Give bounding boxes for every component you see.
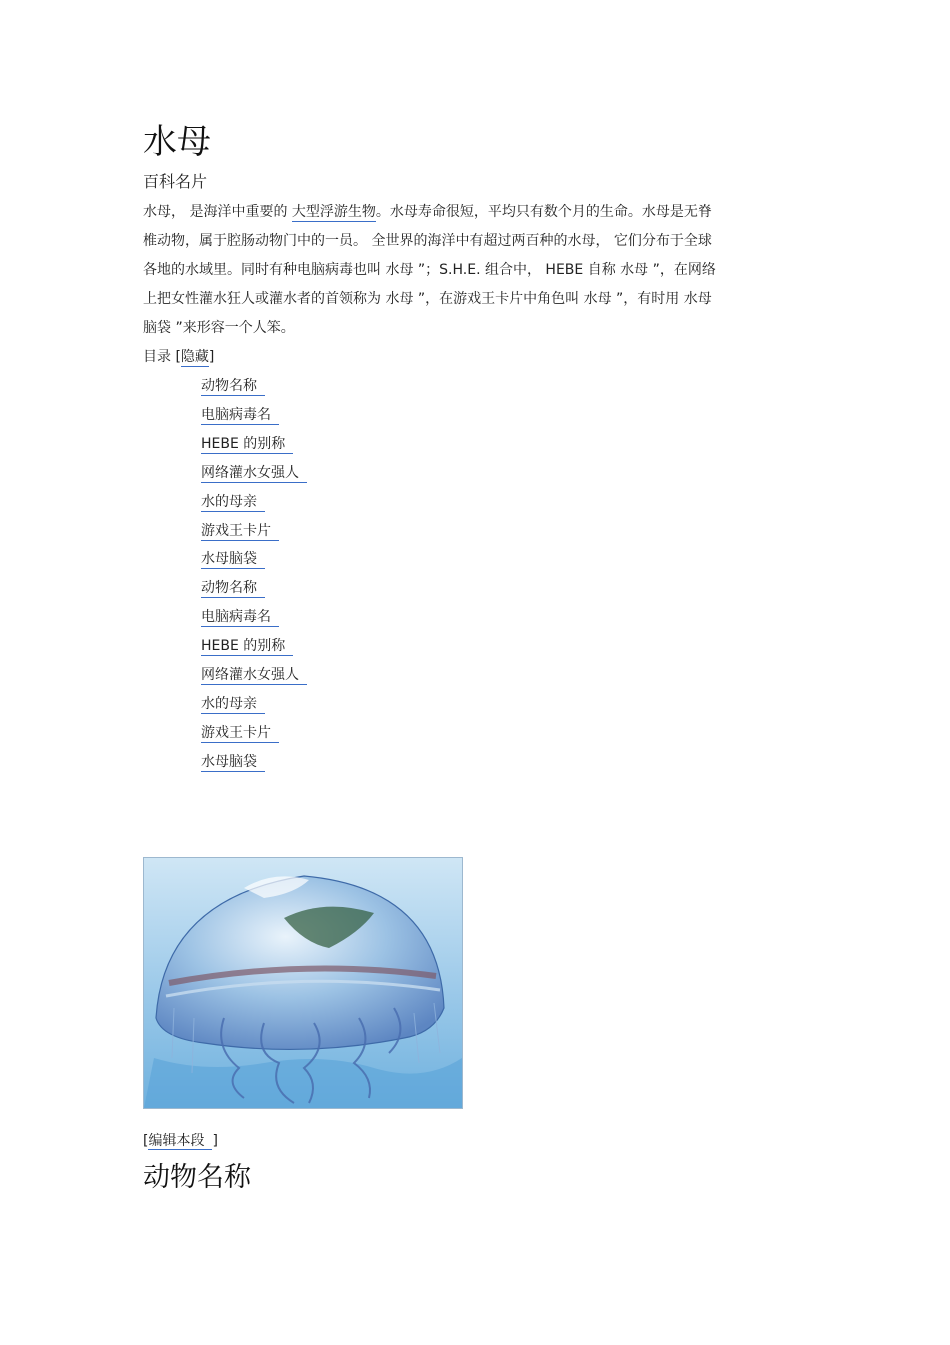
toc-link[interactable]: 游戏王卡片 [201,522,279,541]
toc-item[interactable] [201,632,813,661]
toc-link[interactable]: 游戏王卡片 [201,724,279,743]
toc-header [143,343,813,372]
toc-item[interactable] [201,574,813,603]
toc-item[interactable] [201,372,813,401]
toc-link[interactable]: 动物名称 [201,579,265,598]
toc-item[interactable] [201,488,813,517]
baike-card-label: 百科名片 [143,172,208,191]
toc-item[interactable] [201,545,813,574]
intro-line-1 [143,198,813,227]
edit-bracket: ] [212,1133,218,1149]
toc-link[interactable]: 动物名称 [201,377,265,396]
toc-link[interactable]: 水的母亲 [201,493,265,512]
toc-link[interactable]: HEBE 的别称 [201,637,293,656]
toc-item[interactable] [201,603,813,632]
toc-item[interactable] [201,748,813,777]
toc-link[interactable]: 水母脑袋 [201,550,265,569]
intro-text: 水母， 是海洋中重要的 [143,204,292,220]
toc-label: 目录 [ [143,349,181,365]
edit-bracket: [ [143,1133,149,1149]
page-title: 水母 [143,122,211,162]
toc-link[interactable]: HEBE 的别称 [201,435,293,454]
edit-section-link[interactable]: 编辑本段 [148,1133,212,1150]
intro-paragraph [143,198,813,343]
toc-list [143,372,813,777]
toc-item[interactable] [201,517,813,546]
intro-line-4: 上把女性灌水狂人或灌水者的首领称为 水母 ”，在游戏王卡片中角色叫 水母 ”，有时用 水母 [143,291,712,307]
intro-line-3: 各地的水域里。同时有种电脑病毒也叫 水母 ”；S.H.E. 组合中， HEBE 自称 水母 ”，在网络 [143,262,716,278]
section-heading: 动物名称 [143,1162,251,1193]
toc-link[interactable]: 水母脑袋 [201,753,265,772]
toc-link[interactable]: 网络灌水女强人 [201,464,307,483]
toc-link[interactable]: 电脑病毒名 [201,406,279,425]
intro-line-5: 脑袋 ”来形容一个人笨。 [143,320,295,336]
toc-link[interactable]: 电脑病毒名 [201,608,279,627]
edit-section [143,1130,218,1152]
toc-item[interactable] [201,459,813,488]
jellyfish-image [143,857,463,1109]
jellyfish-illustration [144,858,462,1108]
intro-line-2: 椎动物，属于腔肠动物门中的一员。 全世界的海洋中有超过两百种的水母， 它们分布于全球 [143,233,712,249]
link-plankton[interactable]: 大型浮游生物 [291,204,376,220]
toc-item[interactable] [201,719,813,748]
toc-item[interactable] [201,690,813,719]
intro-text: 。水母寿命很短，平均只有数个月的生命。水母是无脊 [375,204,712,220]
toc-item[interactable] [201,661,813,690]
toc-item[interactable] [201,430,813,459]
toc-link[interactable]: 网络灌水女强人 [201,666,307,685]
toc-link[interactable]: 水的母亲 [201,695,265,714]
article [143,118,813,777]
toc-hide-link[interactable]: 隐藏 [180,349,209,365]
toc-bracket: ] [208,349,215,365]
toc-item[interactable] [201,401,813,430]
